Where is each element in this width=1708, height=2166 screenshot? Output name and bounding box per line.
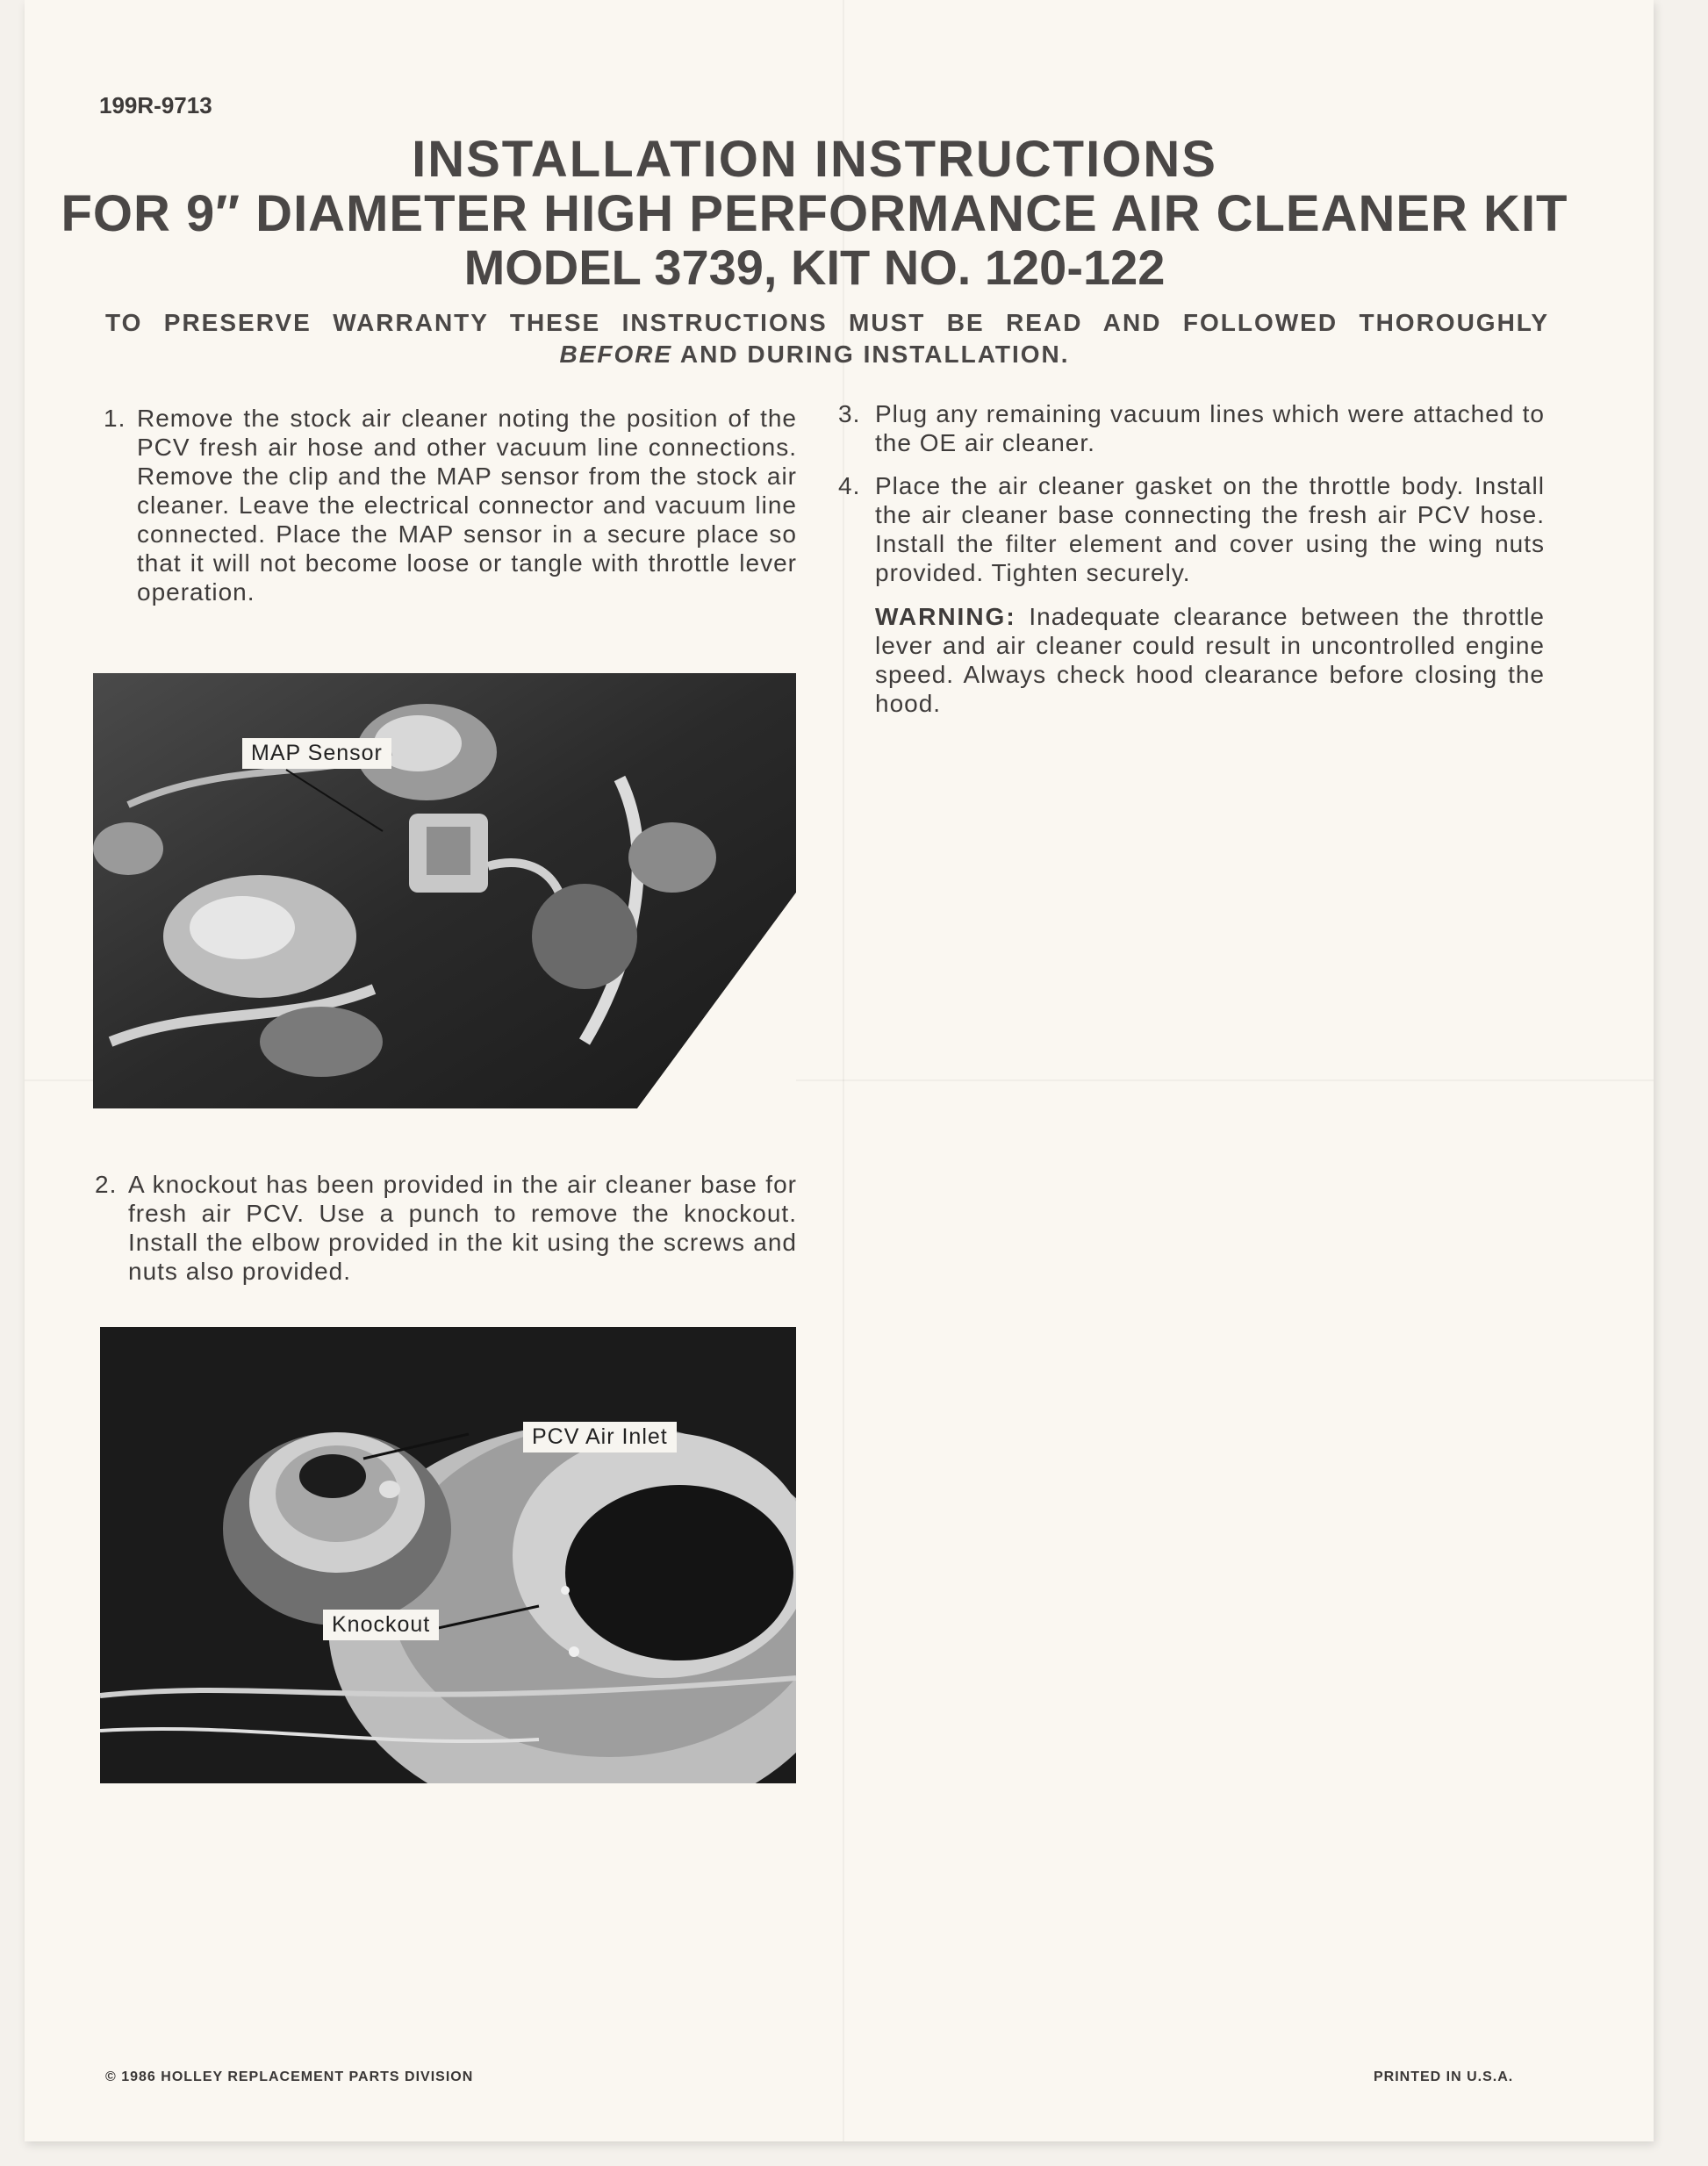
map-sensor-photo	[93, 673, 796, 1108]
step-text: Remove the stock air cleaner noting the position of the PCV fresh air hose and other vacuum line connections. Remove the clip and the MAP sensor from the stock air cleaner. Leave the electrical connector and vacuum line connected. Place the MAP sensor in a secure place so that it will not become loose or tangle with throttle lever operation.	[137, 405, 797, 606]
step-text: A knockout has been provided in the air cleaner base for fresh air PCV. Use a punch to remove the knockout. Install the elbow provided in the kit using the screws and nuts also provided.	[128, 1171, 797, 1285]
printed-in-footer: PRINTED IN U.S.A.	[1374, 2069, 1514, 2084]
title-line-3: MODEL 3739, KIT NO. 120-122	[463, 240, 1166, 295]
step-number: 3.	[838, 400, 861, 427]
step-text: Plug any remaining vacuum lines which were attached to the OE air cleaner.	[875, 400, 1545, 456]
warning-text: Inadequate clearance between the throttle lever and air cleaner could result in uncontrolled engine speed. Always check hood clearance before closing the hood.	[875, 603, 1546, 717]
step-2	[95, 1170, 797, 1286]
warranty-emphasis: BEFORE	[559, 341, 673, 368]
step-1	[104, 404, 797, 606]
document-number: 199R-9713	[99, 92, 212, 118]
warning-paragraph	[875, 602, 1545, 718]
warranty-notice-rest: AND DURING INSTALLATION.	[679, 341, 1070, 368]
map-sensor-callout: MAP Sensor	[242, 738, 391, 769]
step-number: 4.	[838, 472, 861, 499]
step-number: 2.	[95, 1171, 118, 1198]
knockout-callout: Knockout	[323, 1610, 439, 1640]
step-text: Place the air cleaner gasket on the throttle body. Install the air cleaner base connecting the fresh air PCV hose. Install the filter element and cover using the wing nuts provided. Tighten securely.	[875, 472, 1545, 586]
step-3	[838, 399, 1545, 457]
warranty-notice-line-2	[0, 341, 1629, 369]
step-4	[838, 471, 1545, 587]
title-line-1: INSTALLATION INSTRUCTIONS	[412, 131, 1217, 188]
warranty-notice-line-1: TO PRESERVE WARRANTY THESE INSTRUCTIONS MUST BE READ AND FOLLOWED THOROUGHLY	[105, 309, 1549, 336]
pcv-air-inlet-callout: PCV Air Inlet	[523, 1422, 677, 1452]
pcv-knockout-photo	[100, 1327, 796, 1783]
title-line-2: FOR 9″ DIAMETER HIGH PERFORMANCE AIR CLEANER KIT	[61, 185, 1568, 242]
warning-label: WARNING:	[875, 603, 1016, 630]
step-number: 1.	[104, 405, 126, 432]
copyright-footer: © 1986 HOLLEY REPLACEMENT PARTS DIVISION	[105, 2069, 474, 2084]
